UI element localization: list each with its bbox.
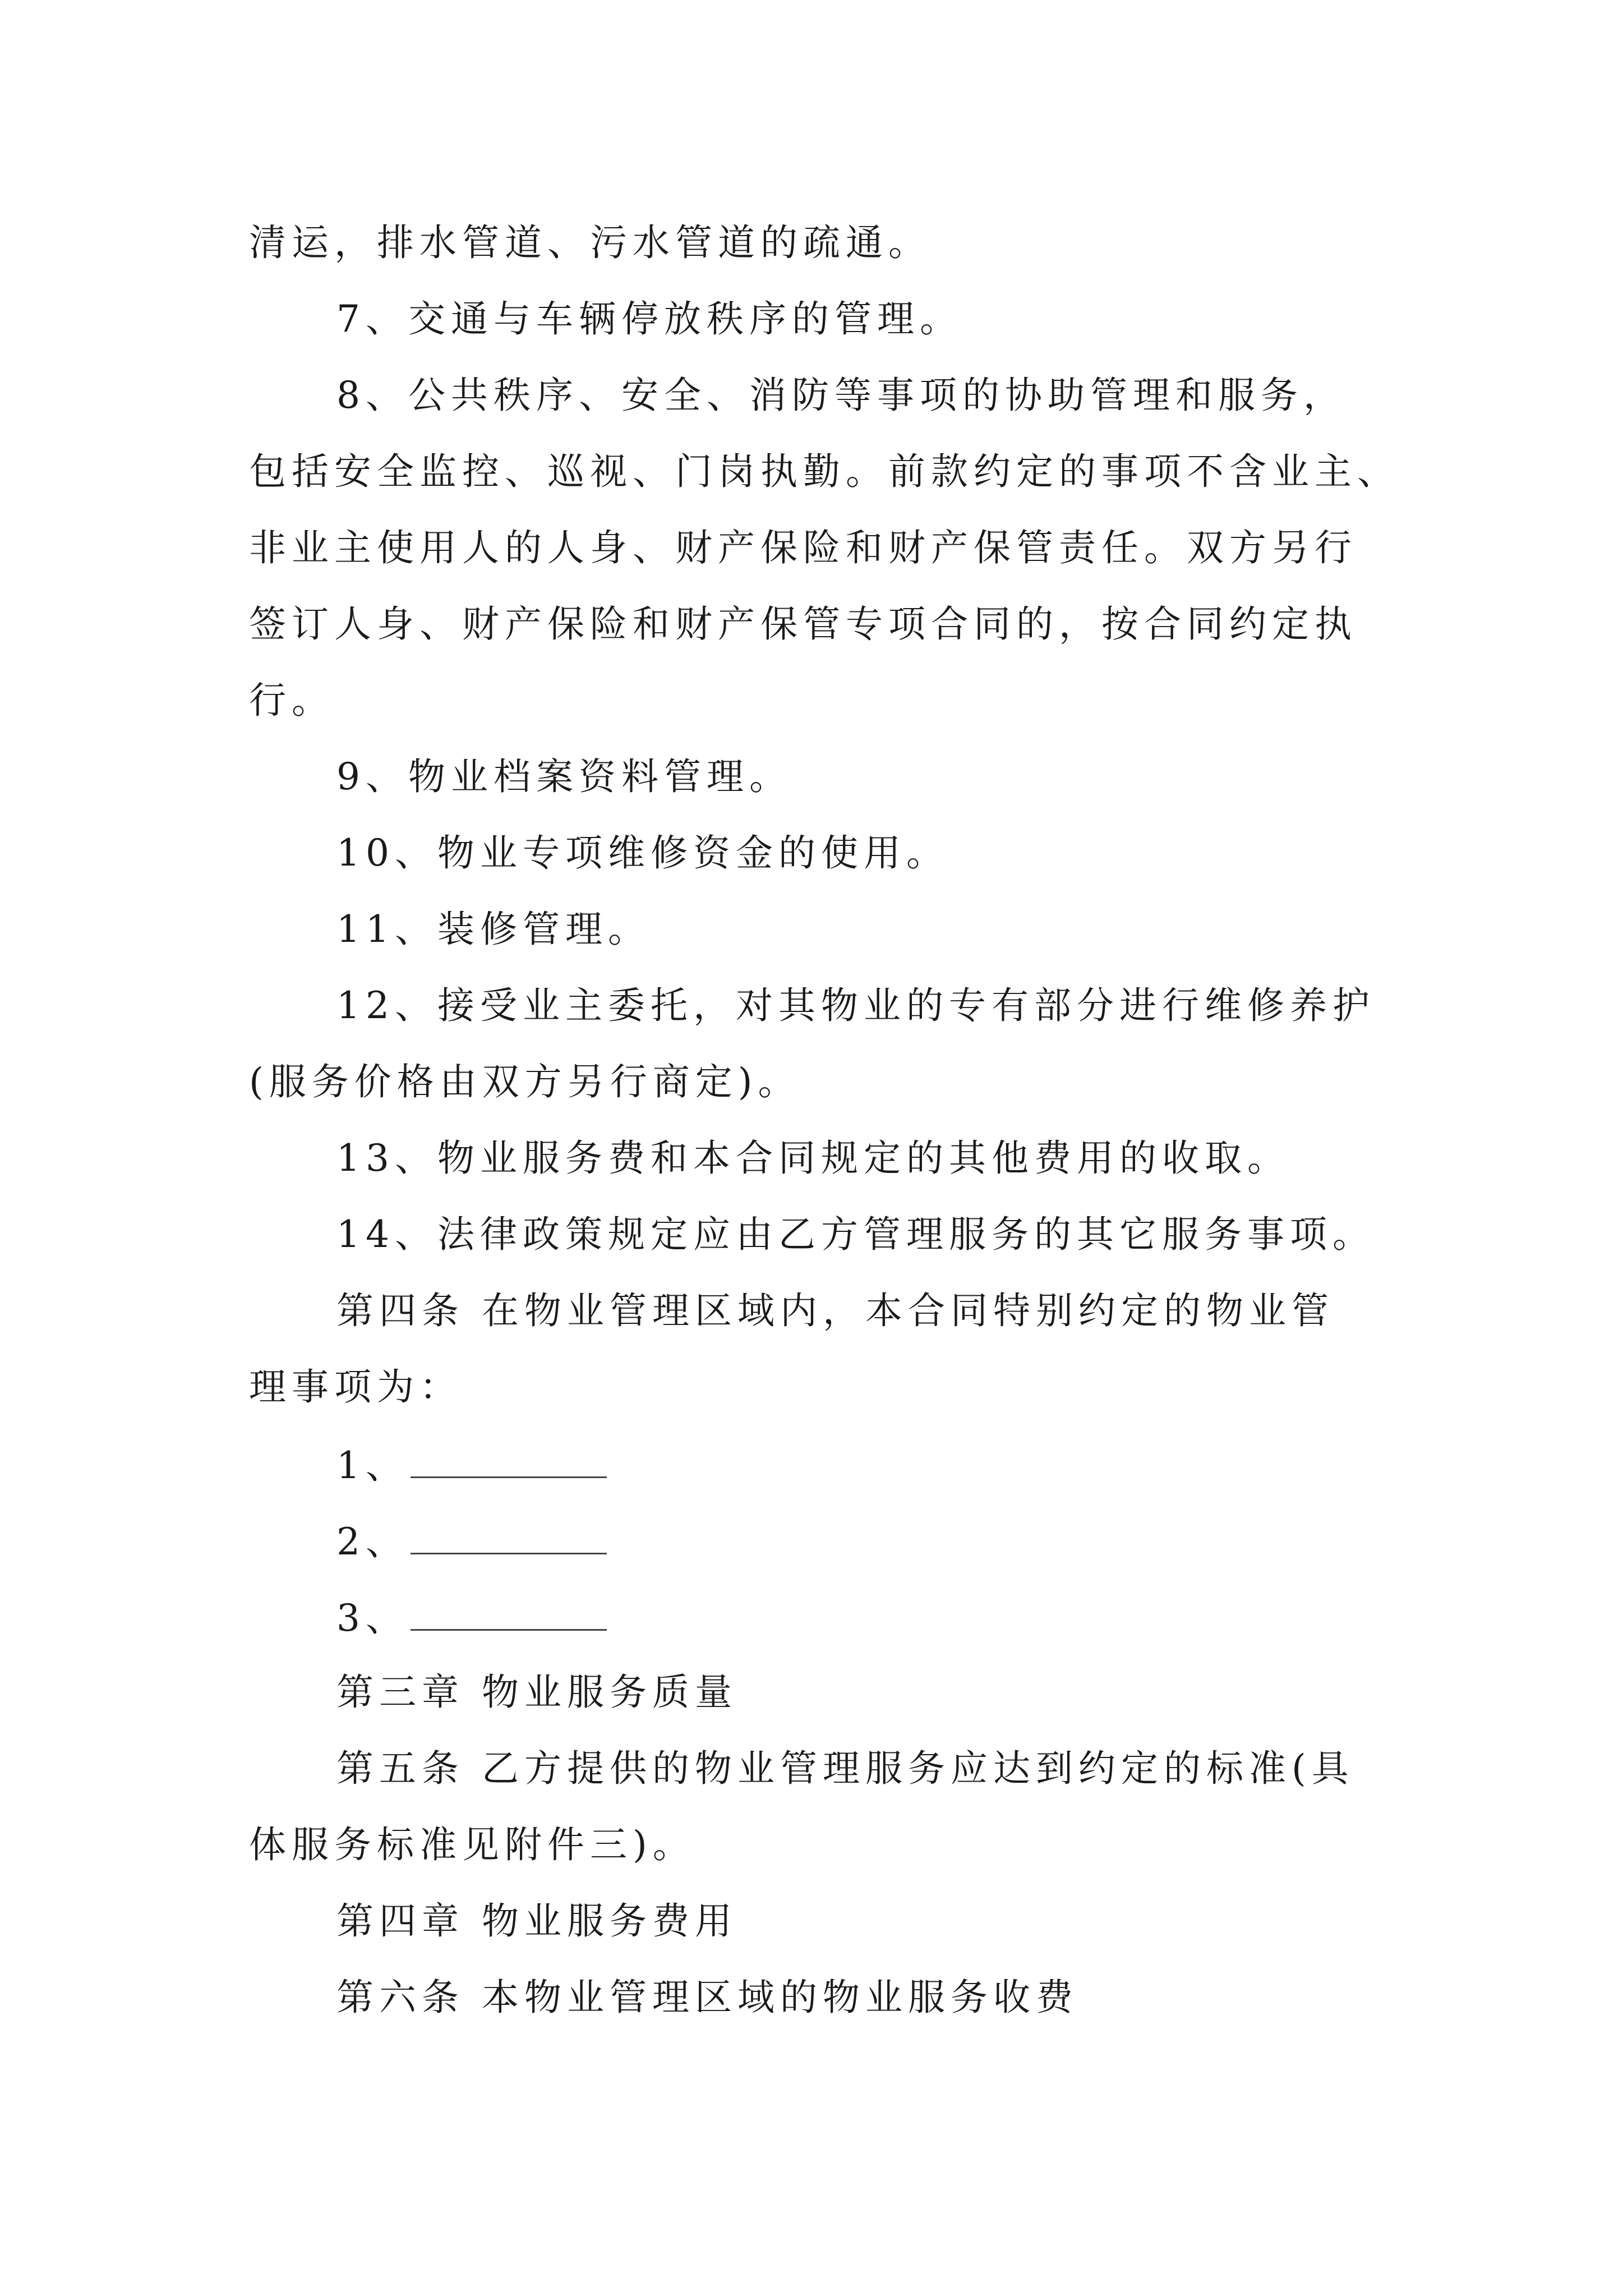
blank-item-3	[336, 1596, 607, 1640]
paragraph-line: 体服务标准见附件三)。	[249, 1823, 695, 1866]
list-item-7: 7、交通与车辆停放秩序的管理。	[336, 297, 962, 341]
paragraph-line: 包括安全监控、巡视、门岗执勤。前款约定的事项不含业主、	[249, 450, 1400, 493]
paragraph-line: 行。	[249, 679, 334, 722]
list-item-10: 10、物业专项维修资金的使用。	[336, 831, 949, 875]
blank-item-label: 2、	[336, 1520, 408, 1563]
chapter-3-heading: 第三章 物业服务质量	[336, 1671, 737, 1714]
blank-item-2	[336, 1521, 607, 1561]
paragraph-line: (服务价格由双方另行商定)。	[249, 1060, 801, 1103]
paragraph-line: 清运，排水管道、污水管道的疏通。	[249, 221, 931, 264]
list-item-8: 8、公共秩序、安全、消防等事项的协助管理和服务，	[336, 374, 1346, 417]
blank-item-label: 1、	[336, 1444, 408, 1487]
fill-in-blank	[411, 1598, 607, 1631]
article-4-heading: 第四条 在物业管理区域内，本合同特别约定的物业管	[336, 1289, 1334, 1332]
list-item-14: 14、法律政策规定应由乙方管理服务的其它服务事项。	[336, 1213, 1375, 1256]
fill-in-blank	[411, 1521, 607, 1554]
paragraph-line: 签订人身、财产保险和财产保管专项合同的，按合同约定执	[249, 602, 1357, 646]
chapter-4-heading: 第四章 物业服务费用	[336, 1899, 737, 1943]
blank-item-label: 3、	[336, 1596, 408, 1640]
list-item-12: 12、接受业主委托，对其物业的专有部分进行维修养护	[336, 984, 1375, 1027]
list-item-11: 11、装修管理。	[336, 908, 651, 951]
article-6-heading: 第六条 本物业管理区域的物业服务收费	[336, 1976, 1078, 2019]
paragraph-line: 非业主使用人的人身、财产保险和财产保管责任。双方另行	[249, 526, 1357, 569]
blank-item-1	[336, 1444, 607, 1487]
fill-in-blank	[411, 1445, 607, 1478]
list-item-13: 13、物业服务费和本合同规定的其他费用的收取。	[336, 1137, 1290, 1180]
list-item-9: 9、物业档案资料管理。	[336, 755, 792, 798]
article-5-heading: 第五条 乙方提供的物业管理服务应达到约定的标准(具	[336, 1747, 1354, 1790]
paragraph-line: 理事项为：	[249, 1365, 462, 1409]
